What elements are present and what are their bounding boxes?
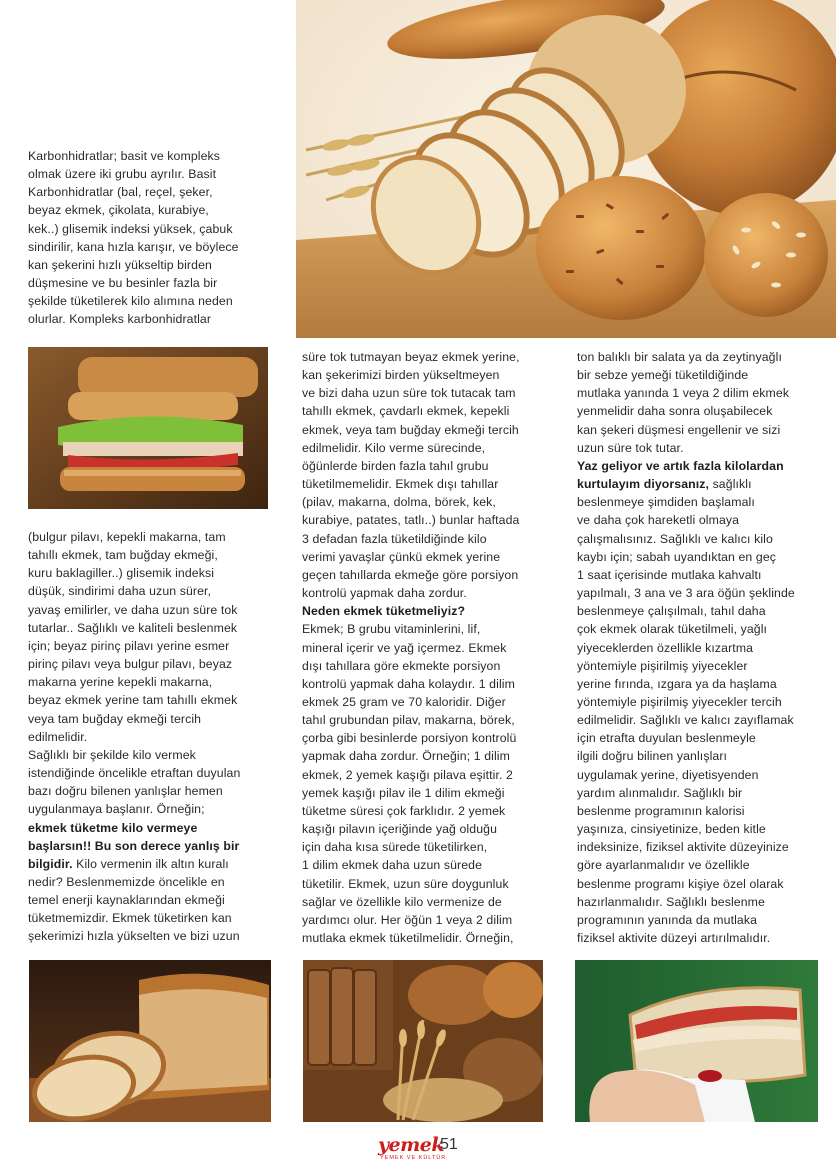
- text-line: için daha kısa sürede tüketilirken,: [302, 840, 488, 855]
- text-line: 3 defadan fazla tüketildiğinde kilo: [302, 531, 487, 546]
- text-line: bir sebze yemeği tüketildiğinde: [577, 368, 749, 383]
- text-line: şekerimizi hızla yükselten ve bizi uzun: [28, 929, 240, 944]
- sandwich-photo: [28, 347, 268, 509]
- text-line: beslenmeye şimdiden başlamalı: [577, 495, 755, 510]
- wholegrain-bread-photo: [303, 960, 543, 1122]
- text-line: istendiğinde öncelikle etraftan duyulan: [28, 766, 241, 781]
- bold-statement-end: kurtulayım diyorsanız,: [577, 477, 710, 492]
- text-line: düşük, sindirimi daha uzun sürer,: [28, 584, 212, 599]
- text-line: kuru baklagiller..) glisemik indeksi: [28, 566, 215, 581]
- text-line: 1 dilim ekmek daha uzun sürede: [302, 858, 483, 873]
- text-line: yardım alınmalıdır. Sağlıklı bir: [577, 785, 743, 800]
- text-line: şekilde tüketilerek kilo alımına neden: [28, 294, 233, 309]
- text-line: çalışmalısınız. Sağlıklı ve kalıcı kilo: [577, 531, 773, 546]
- text-line: mutlaka yanında 1 veya 2 dilim ekmek: [577, 386, 790, 401]
- text-line: ve daha çok hareketli olmaya: [577, 513, 740, 528]
- column-1-bottom-text: [28, 528, 240, 946]
- text-line: beslenmeye çalışılmalı, tahıl daha: [577, 604, 766, 619]
- text-line: geçen tahıllarda ekmeğe göre porsiyon: [302, 567, 519, 582]
- text-line: ekmek, veya tam buğday ekmeği tercih: [302, 422, 519, 437]
- text-line: nedir? Beslenmemizde öncelikle en: [28, 874, 225, 889]
- text-line: tahıl grubundan pilav, makarna, börek,: [302, 713, 515, 728]
- text-line-rest: Kilo vermenin ilk altın kuralı: [72, 856, 229, 871]
- text-line: makarna yerine kepekli makarna,: [28, 675, 213, 690]
- text-line: ilgili doğru bilinen yanlışları: [577, 749, 728, 764]
- text-line: edilmelidir.: [28, 729, 88, 744]
- text-line: uygulanmaya başlanır. Örneğin;: [28, 802, 205, 817]
- text-line: tüketilmemelidir. Ekmek dışı tahıllar: [302, 477, 499, 492]
- text-line: Ekmek; B grubu vitaminlerini, lif,: [302, 622, 481, 637]
- text-line: yöntemiyle pişirilmiş yiyecekler tercih: [577, 694, 782, 709]
- text-line: yiyeceklerden özellikle kızartma: [577, 640, 754, 655]
- text-line: yerine fırında, ızgara ya da haşlama: [577, 676, 777, 691]
- page-footer: [378, 1134, 478, 1164]
- text-line-rest: sağlıklı: [709, 477, 752, 492]
- text-line: ve bizi daha uzun süre tok tutacak tam: [302, 386, 516, 401]
- text-line: pirinç pilavı veya bulgur pilavı, beyaz: [28, 657, 233, 672]
- text-line: Karbonhidratlar; basit ve kompleks: [28, 149, 221, 163]
- text-line: olurlar. Kompleks karbonhidratlar: [28, 312, 212, 327]
- text-line: yemek kaşığı pilav ile 1 dilim ekmeği: [302, 785, 505, 800]
- text-line: öğünlerde birden fazla tahıl grubu: [302, 458, 489, 473]
- text-line: tutarlar.. Sağlıklı ve kaliteli beslenmek: [28, 620, 238, 635]
- text-line: bazı doğru bilenen yanlışlar hemen: [28, 784, 223, 799]
- text-line: 1 saat içerisinde mutlaka kahvaltı: [577, 567, 762, 582]
- text-line: olmak üzere iki grubu ayrılır. Basit: [28, 167, 217, 182]
- text-line: edilmelidir. Kilo verme sürecinde,: [302, 440, 486, 455]
- text-line: edilmelidir. Sağlıklı ve kalıcı zayıflamak: [577, 713, 794, 728]
- text-line: çok ekmek olarak tüketilmeli, yağlı: [577, 622, 768, 637]
- text-line: süre tok tutmayan beyaz ekmek yerine,: [302, 350, 520, 364]
- text-line: fiziksel aktivite düzeyi artırılmalıdır.: [577, 931, 771, 945]
- column-2-text: [302, 348, 520, 947]
- sliced-loaf-photo: [29, 960, 271, 1122]
- text-line-mixed: [577, 475, 795, 493]
- text-line: uzun süre tok tutar.: [577, 440, 684, 455]
- text-line: kan şekerimizi birden yükseltmeyen: [302, 368, 500, 383]
- text-line: programının yanında da mutlaka: [577, 912, 758, 927]
- text-line: sağlar ve özellikle kilo vermenize de: [302, 894, 502, 909]
- text-line: ekmek 25 gram ve 70 kaloridir. Diğer: [302, 694, 506, 709]
- text-line: yenmelidir daha sonra oluşabilecek: [577, 404, 773, 419]
- text-line: yapmak daha zordur. Örneğin; 1 dilim: [302, 749, 510, 764]
- text-line: çorba gibi besinlerde porsiyon kontrolü: [302, 731, 517, 746]
- text-line: kan şekeri düşmesi engellenir ve sizi: [577, 422, 781, 437]
- text-line: kek..) glisemik indeksi yüksek, çabuk: [28, 221, 233, 236]
- text-line: temel enerji kaynaklarından ekmeği: [28, 893, 225, 908]
- bold-statement-line: Yaz geliyor ve artık fazla kilolardan: [577, 458, 784, 473]
- text-line: tüketilir. Ekmek, uzun süre doygunluk: [302, 876, 509, 891]
- bold-statement-end: bilgidir.: [28, 856, 73, 871]
- bold-statement-line: başlarsın!! Bu son derece yanlış bir: [28, 838, 240, 853]
- text-line: mineral içerir ve yağ içermez. Ekmek: [302, 640, 507, 655]
- text-line: sindirilir, kana hızla karışır, ve böylece: [28, 239, 239, 254]
- text-line: göre ayarlanmalıdır ve özellikle: [577, 858, 750, 873]
- text-line: kontrolü yapmak daha zordur.: [302, 586, 467, 601]
- text-line: ekmek, 2 yemek kaşığı pilava eşittir. 2: [302, 767, 513, 782]
- text-line: için etrafta duyulan beslenmeyle: [577, 731, 756, 746]
- text-line: beyaz ekmek, çikolata, kurabiye,: [28, 203, 209, 218]
- text-line: (pilav, makarna, dolma, börek, kek,: [302, 495, 496, 510]
- text-line: için; beyaz pirinç pilavı yerine esmer: [28, 638, 230, 653]
- text-line: kaşığı pilavın içeriğinde yağ olduğu: [302, 822, 498, 837]
- text-line: veya tam buğday ekmeği tercih: [28, 711, 202, 726]
- text-line: verimi yavaşlar çünkü ekmek yerine: [302, 549, 501, 564]
- text-line: kontrolü yapmak daha kolaydır. 1 dilim: [302, 676, 515, 691]
- text-line: düşmesine ve bu besinler fazla bir: [28, 276, 218, 291]
- text-line: ton balıklı bir salata ya da zeytinyağlı: [577, 350, 782, 364]
- text-line: beyaz ekmek yerine tam tahıllı ekmek: [28, 693, 238, 708]
- magazine-logo-subtitle: YEMEK VE KÜLTÜR: [380, 1155, 447, 1161]
- text-line: uygulamak yerine, diyetisyenden: [577, 767, 759, 782]
- text-line: kan şekerini hızlı yükseltip birden: [28, 257, 212, 272]
- text-line: Sağlıklı bir şekilde kilo vermek: [28, 747, 196, 762]
- text-line: indeksinize, fiziksel aktivite düzeyinize: [577, 840, 789, 855]
- text-line: dışı tahıllara göre ekmekte porsiyon: [302, 658, 501, 673]
- text-line: yavaş emilirler, ve daha uzun süre tok: [28, 602, 238, 617]
- bold-statement-line: ekmek tüketme kilo vermeye: [28, 820, 198, 835]
- text-line: tüketmemizdir. Ekmek tüketirken kan: [28, 911, 232, 926]
- text-line: Karbonhidratlar (bal, reçel, şeker,: [28, 185, 213, 200]
- hand-sandwich-photo: [575, 960, 818, 1122]
- magazine-logo: yemek: [378, 1134, 444, 1156]
- section-heading: Neden ekmek tüketmeliyiz?: [302, 604, 466, 619]
- page-number: 51: [440, 1136, 458, 1153]
- text-line: tahıllı ekmek, tam buğday ekmeği,: [28, 548, 218, 563]
- text-line: beslenme programının kalorisi: [577, 803, 745, 818]
- text-line: yapılmalı, 3 ana ve 3 ara öğün şeklinde: [577, 586, 795, 601]
- text-line: mutlaka ekmek tüketilmelidir. Örneğin,: [302, 931, 514, 945]
- column-1-top-text: [28, 147, 239, 329]
- text-line: kurabiye, patates, tatlı..) bunlar haftada: [302, 513, 520, 528]
- text-line: tüketme süresi çok farklıdır. 2 yemek: [302, 803, 506, 818]
- text-line: yardımcı olur. Her öğün 1 veya 2 dilim: [302, 912, 513, 927]
- text-line: hazırlanmalıdır. Sağlıklı beslenme: [577, 894, 765, 909]
- text-line: (bulgur pilavı, kepekli makarna, tam: [28, 530, 226, 544]
- text-line: beslenme programı kişiye özel olarak: [577, 876, 784, 891]
- text-line: yöntemiyle pişirilmiş yiyecekler: [577, 658, 748, 673]
- text-line: yaşınıza, cinsiyetinize, beden kitle: [577, 822, 766, 837]
- text-line: kaybı için; sabah uyandıktan en geç: [577, 549, 777, 564]
- text-line-mixed: [28, 855, 240, 873]
- column-3-text: [577, 348, 795, 947]
- text-line: tahıllı ekmek, çavdarlı ekmek, kepekli: [302, 404, 510, 419]
- bread-assortment-photo: [296, 0, 836, 338]
